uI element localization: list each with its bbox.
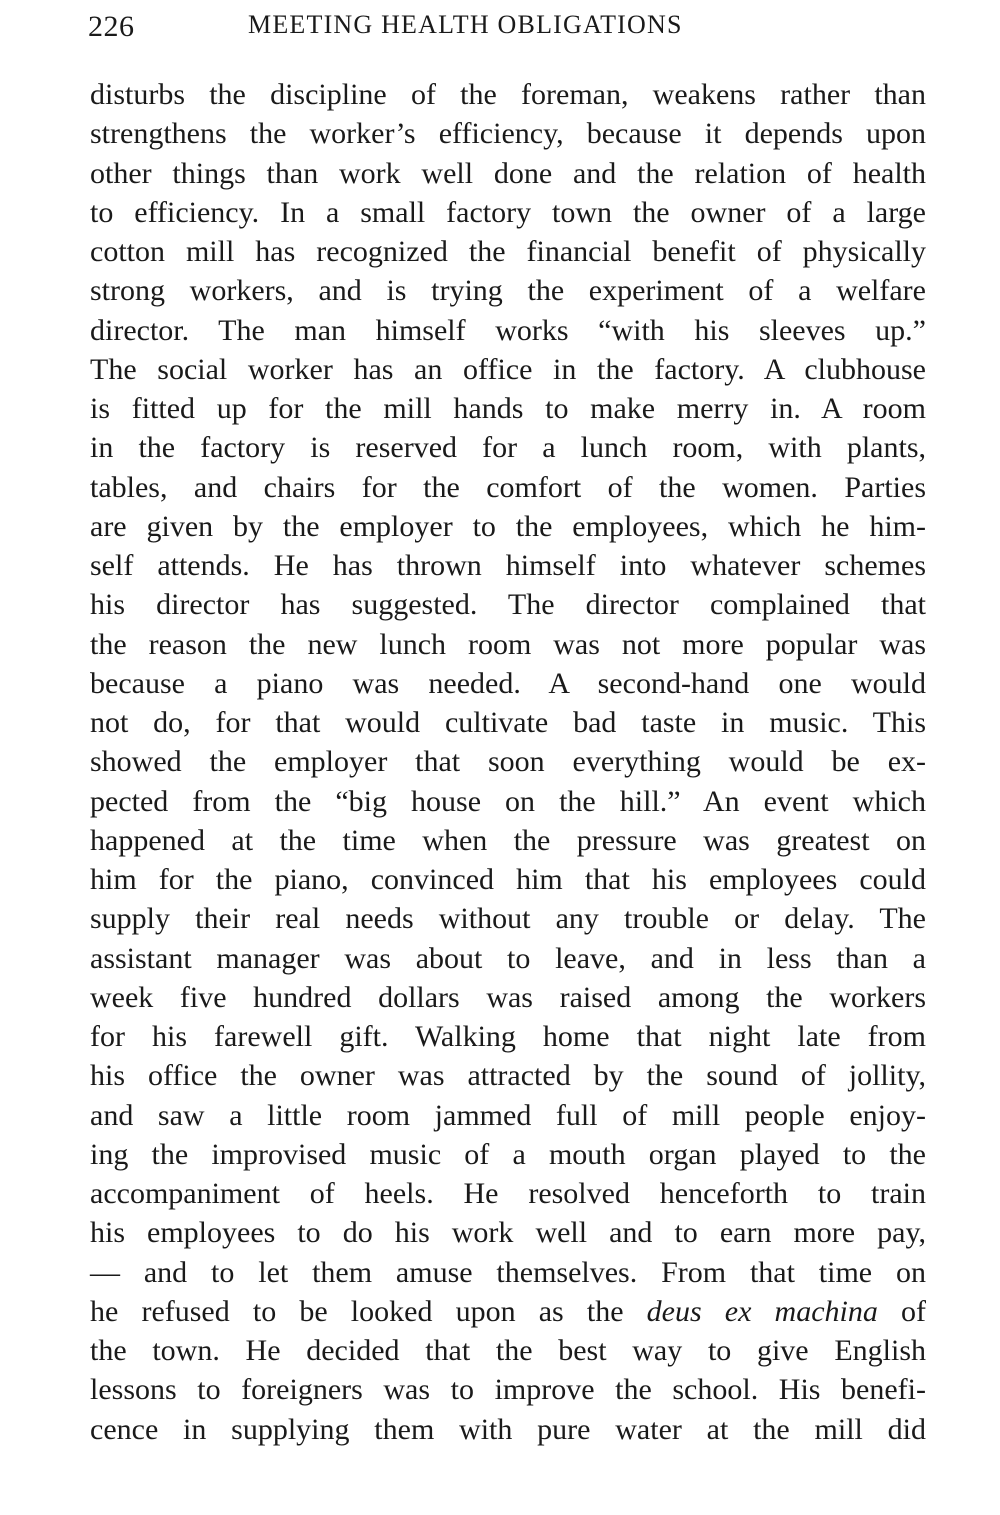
text-line: director. The man himself works “with his sleeves up.” [90, 313, 926, 347]
text-line: him for the piano, convinced him that his employees could [90, 863, 926, 896]
text-line: are given by the employer to the employees, which he him- [90, 509, 926, 543]
text-line: — and to let them amuse themselves. From that time on [90, 1255, 926, 1289]
text-line-with-italic [90, 1292, 926, 1331]
text-line: The social worker has an office in the factory. A clubhouse [90, 352, 926, 386]
text-line: supply their real needs without any trouble or delay. The [90, 902, 926, 936]
text-line: other things than work well done and the relation of health [90, 156, 926, 190]
page-number: 226 [88, 10, 135, 43]
text-segment: of [901, 1294, 927, 1328]
text-line: self attends. He has thrown himself into whatever schemes [90, 549, 926, 582]
text-line: strong workers, and is trying the experiment of a welfare [90, 274, 926, 308]
text-line: week five hundred dollars was raised among the workers [90, 980, 926, 1014]
text-line: for his farewell gift. Walking home that night late from [90, 1020, 926, 1053]
text-line: cotton mill has recognized the financial benefit of physically [90, 235, 926, 268]
text-line: to efficiency. In a small factory town the owner of a large [90, 195, 926, 229]
text-line: his employees to do his work well and to earn more pay, [90, 1216, 926, 1250]
text-line: showed the employer that soon everything would be ex- [90, 745, 926, 779]
text-segment: he refused to be looked upon as the [90, 1294, 624, 1328]
text-line: not do, for that would cultivate bad taste in music. This [90, 706, 926, 739]
text-line: cence in supplying them with pure water at the mill did [90, 1412, 926, 1446]
text-line: lessons to foreigners was to improve the school. His benefi- [90, 1373, 926, 1407]
text-line: disturbs the discipline of the foreman, weakens rather than [90, 78, 926, 111]
text-line: strengthens the worker’s efficiency, because it depends upon [90, 117, 926, 151]
text-line: accompaniment of heels. He resolved henceforth to train [90, 1177, 926, 1210]
italic-phrase: deus ex machina [646, 1294, 878, 1328]
text-line: and saw a little room jammed full of mill people enjoy- [90, 1098, 926, 1132]
text-line: in the factory is reserved for a lunch room, with plants, [90, 431, 926, 465]
text-line: the town. He decided that the best way to give English [90, 1334, 926, 1367]
text-line: because a piano was needed. A second-hand one would [90, 666, 926, 700]
body-paragraph [90, 75, 926, 1449]
text-line: happened at the time when the pressure was greatest on [90, 823, 926, 857]
text-line: assistant manager was about to leave, and in less than a [90, 941, 926, 975]
text-line: pected from the “big house on the hill.” An event which [90, 784, 926, 818]
text-line: his office the owner was attracted by the sound of jollity, [90, 1059, 926, 1093]
running-title: MEETING HEALTH OBLIGATIONS [248, 10, 683, 39]
text-line: ing the improvised music of a mouth organ played to the [90, 1137, 926, 1171]
text-line: tables, and chairs for the comfort of the women. Parties [90, 470, 926, 504]
text-line: is fitted up for the mill hands to make merry in. A room [90, 392, 926, 425]
running-head [88, 10, 788, 50]
text-line: the reason the new lunch room was not more popular was [90, 627, 926, 661]
text-line: his director has suggested. The director complained that [90, 588, 926, 622]
